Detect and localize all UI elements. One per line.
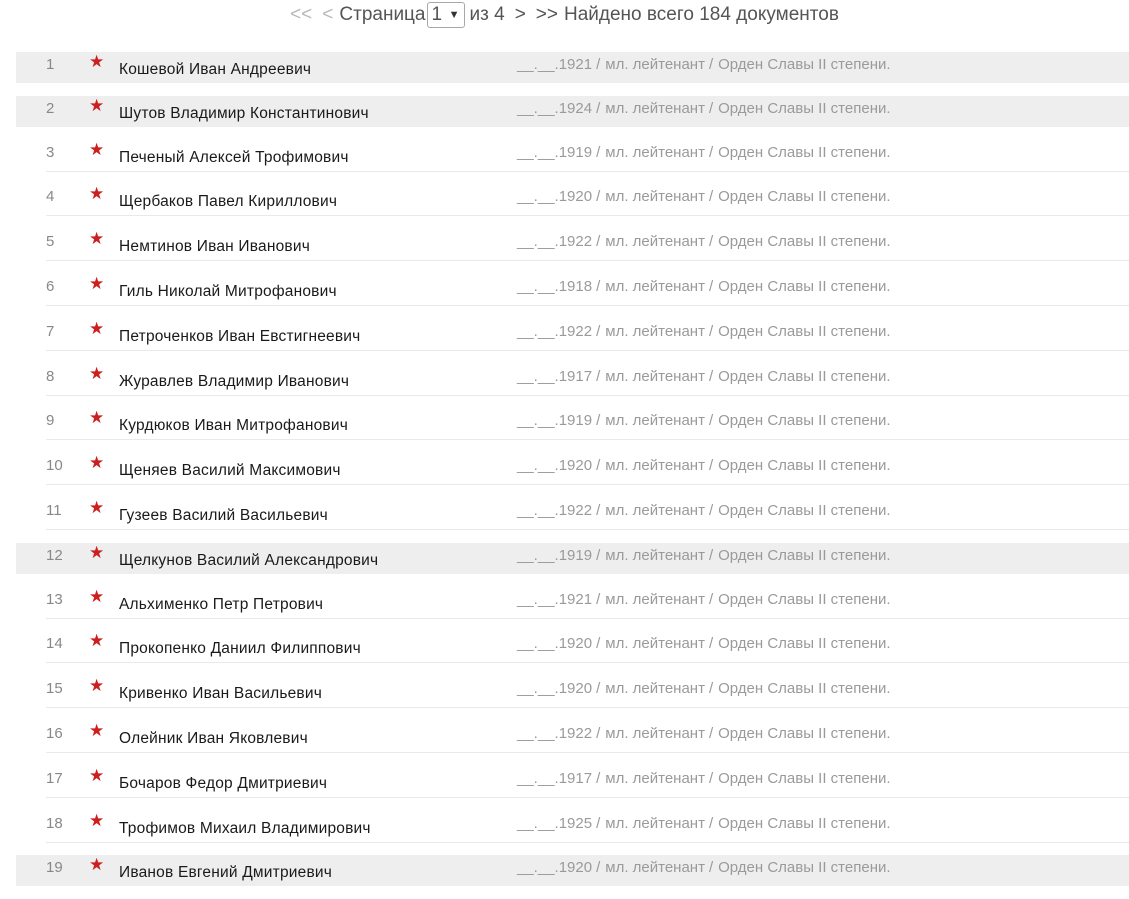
award: Орден Славы II степени. <box>718 277 891 295</box>
award: Орден Славы II степени. <box>718 56 891 73</box>
rank: мл. лейтенант <box>605 322 705 340</box>
row-number: 13 <box>46 590 63 608</box>
birth-date: __.__.1919 <box>517 143 593 161</box>
person-name-link[interactable]: Альхименко Петр Петрович <box>119 595 324 613</box>
person-name-link[interactable]: Кошевой Иван Андреевич <box>119 61 312 78</box>
list-item[interactable] <box>46 319 1129 351</box>
red-star-icon: ★ <box>89 855 105 875</box>
list-item[interactable] <box>46 766 1129 798</box>
red-star-icon: ★ <box>89 52 105 71</box>
record-details: __.__.1918 / мл. лейтенант / Орден Славы II степени. <box>517 277 891 295</box>
chevron-down-icon: ▼ <box>448 9 460 21</box>
award: Орден Славы II степени. <box>718 457 891 475</box>
birth-date: __.__.1920 <box>517 635 593 653</box>
person-name-link[interactable]: Трофимов Михаил Владимирович <box>119 819 371 837</box>
person-name-link[interactable]: Щелкунов Василий Александрович <box>119 551 379 569</box>
rank: мл. лейтенант <box>605 814 705 832</box>
next-page-link[interactable]: > <box>514 4 526 25</box>
award: Орден Славы II степени. <box>718 412 891 430</box>
record-details: __.__.1917 / мл. лейтенант / Орден Славы II степени. <box>517 367 891 385</box>
red-star-icon: ★ <box>89 765 105 785</box>
birth-date: __.__.1917 <box>517 769 593 787</box>
birth-date: __.__.1921 <box>517 590 593 608</box>
red-star-icon: ★ <box>89 586 105 606</box>
person-name-link[interactable]: Олейник Иван Яковлевич <box>119 729 308 747</box>
row-number: 5 <box>46 233 55 251</box>
row-number: 14 <box>46 635 63 653</box>
record-details: __.__.1919 / мл. лейтенант / Орден Славы II степени. <box>517 143 891 161</box>
rank: мл. лейтенант <box>605 56 705 73</box>
record-details: __.__.1920 / мл. лейтенант / Орден Славы II степени. <box>517 457 891 475</box>
list-item[interactable] <box>46 587 1129 619</box>
rank: мл. лейтенант <box>605 188 705 206</box>
record-details: __.__.1919 / мл. лейтенант / Орден Славы II степени. <box>517 412 891 430</box>
award: Орден Славы II степени. <box>718 680 891 698</box>
list-item[interactable] <box>46 408 1129 440</box>
list-item[interactable] <box>46 631 1129 663</box>
person-name-link[interactable]: Печеный Алексей Трофимович <box>119 148 349 166</box>
list-item[interactable] <box>16 855 1129 886</box>
award: Орден Славы II степени. <box>718 367 891 385</box>
record-details: __.__.1917 / мл. лейтенант / Орден Славы II степени. <box>517 769 891 787</box>
person-name-link[interactable]: Иванов Евгений Дмитриевич <box>119 864 333 882</box>
red-star-icon: ★ <box>89 318 105 338</box>
award: Орден Славы II степени. <box>718 769 891 787</box>
row-number: 19 <box>46 859 63 877</box>
row-number: 7 <box>46 322 55 340</box>
list-item[interactable] <box>46 184 1129 216</box>
red-star-icon: ★ <box>89 631 105 651</box>
record-details: __.__.1922 / мл. лейтенант / Орден Славы II степени. <box>517 501 891 519</box>
red-star-icon: ★ <box>89 139 105 159</box>
record-details: __.__.1920 / мл. лейтенант / Орден Славы II степени. <box>517 188 891 206</box>
person-name-link[interactable]: Курдюков Иван Митрофанович <box>119 417 348 435</box>
rank: мл. лейтенант <box>605 635 705 653</box>
record-details: __.__.1921 / мл. лейтенант / Орден Славы II степени. <box>517 590 891 608</box>
person-name-link[interactable]: Прокопенко Даниил Филиппович <box>119 640 361 658</box>
list-item[interactable] <box>16 543 1129 574</box>
birth-date: __.__.1919 <box>517 546 593 564</box>
red-star-icon: ★ <box>89 497 105 517</box>
record-details: __.__.1925 / мл. лейтенант / Орден Славы II степени. <box>517 814 891 832</box>
record-details: __.__.1922 / мл. лейтенант / Орден Славы II степени. <box>517 322 891 340</box>
rank: мл. лейтенант <box>605 501 705 519</box>
birth-date: __.__.1921 <box>517 56 593 73</box>
red-star-icon: ★ <box>89 453 105 473</box>
list-item[interactable] <box>16 96 1129 127</box>
row-number: 10 <box>46 457 63 475</box>
person-name-link[interactable]: Шутов Владимир Константинович <box>119 104 369 122</box>
person-name-link[interactable]: Немтинов Иван Иванович <box>119 238 311 256</box>
row-number: 11 <box>46 501 62 519</box>
pagination-bar <box>0 0 1129 30</box>
birth-date: __.__.1922 <box>517 724 593 742</box>
person-name-link[interactable]: Журавлев Владимир Иванович <box>119 372 350 390</box>
row-number: 12 <box>46 546 63 564</box>
list-item[interactable] <box>46 274 1129 306</box>
row-number: 17 <box>46 769 63 787</box>
rank: мл. лейтенант <box>605 412 705 430</box>
red-star-icon: ★ <box>89 95 105 115</box>
award: Орден Славы II степени. <box>718 501 891 519</box>
rank: мл. лейтенант <box>605 769 705 787</box>
list-item[interactable] <box>46 721 1129 753</box>
award: Орден Славы II степени. <box>718 99 891 117</box>
rank: мл. лейтенант <box>605 143 705 161</box>
results-list <box>0 52 1129 899</box>
birth-date: __.__.1920 <box>517 188 593 206</box>
page-select-value: 1 <box>431 4 443 25</box>
person-name-link[interactable]: Гиль Николай Митрофанович <box>119 282 337 300</box>
award: Орден Славы II степени. <box>718 188 891 206</box>
red-star-icon: ★ <box>89 720 105 740</box>
row-number: 4 <box>46 188 55 206</box>
red-star-icon: ★ <box>89 363 105 383</box>
row-number: 1 <box>46 56 55 73</box>
award: Орден Славы II степени. <box>718 322 891 340</box>
person-name-link[interactable]: Кривенко Иван Васильевич <box>119 685 322 703</box>
list-item[interactable] <box>46 364 1129 396</box>
award: Орден Славы II степени. <box>718 814 891 832</box>
row-number: 16 <box>46 724 63 742</box>
list-item[interactable] <box>46 811 1129 843</box>
red-star-icon: ★ <box>89 229 105 249</box>
birth-date: __.__.1922 <box>517 322 593 340</box>
list-item[interactable] <box>46 140 1129 172</box>
birth-date: __.__.1924 <box>517 99 593 117</box>
person-name-link[interactable]: Гузеев Василий Васильевич <box>119 506 328 524</box>
birth-date: __.__.1918 <box>517 277 593 295</box>
red-star-icon: ★ <box>89 273 105 293</box>
list-item[interactable] <box>46 229 1129 261</box>
rank: мл. лейтенант <box>605 680 705 698</box>
list-item[interactable] <box>46 676 1129 708</box>
row-number: 6 <box>46 277 55 295</box>
list-item[interactable] <box>46 453 1129 485</box>
page-select[interactable] <box>427 2 465 28</box>
rank: мл. лейтенант <box>605 859 705 877</box>
person-name-link[interactable]: Щеняев Василий Максимович <box>119 462 341 480</box>
person-name-link[interactable]: Бочаров Федор Дмитриевич <box>119 774 328 792</box>
red-star-icon: ★ <box>89 408 105 428</box>
record-details: __.__.1919 / мл. лейтенант / Орден Славы II степени. <box>517 546 891 564</box>
list-item[interactable] <box>46 498 1129 530</box>
award: Орден Славы II степени. <box>718 233 891 251</box>
last-page-link[interactable]: >> <box>535 4 558 25</box>
person-name-link[interactable]: Щербаков Павел Кириллович <box>119 193 338 211</box>
record-details: __.__.1924 / мл. лейтенант / Орден Славы II степени. <box>517 99 891 117</box>
rank: мл. лейтенант <box>605 546 705 564</box>
red-star-icon: ★ <box>89 542 105 562</box>
record-details: __.__.1920 / мл. лейтенант / Орден Славы II степени. <box>517 859 891 877</box>
birth-date: __.__.1917 <box>517 367 593 385</box>
award: Орден Славы II степени. <box>718 546 891 564</box>
row-number: 3 <box>46 143 55 161</box>
row-number: 9 <box>46 412 55 430</box>
birth-date: __.__.1922 <box>517 501 593 519</box>
record-details: __.__.1921 / мл. лейтенант / Орден Славы II степени. <box>517 56 891 73</box>
rank: мл. лейтенант <box>605 277 705 295</box>
person-name-link[interactable]: Петроченков Иван Евстигнеевич <box>119 327 361 345</box>
rank: мл. лейтенант <box>605 233 705 251</box>
page-count-label: из 4 <box>469 4 505 25</box>
birth-date: __.__.1920 <box>517 457 593 475</box>
rank: мл. лейтенант <box>605 367 705 385</box>
rank: мл. лейтенант <box>605 457 705 475</box>
row-number: 18 <box>46 814 63 832</box>
red-star-icon: ★ <box>89 184 105 204</box>
birth-date: __.__.1922 <box>517 233 593 251</box>
record-details: __.__.1920 / мл. лейтенант / Орден Славы II степени. <box>517 635 891 653</box>
row-number: 2 <box>46 99 55 117</box>
birth-date: __.__.1919 <box>517 412 593 430</box>
award: Орден Славы II степени. <box>718 859 891 877</box>
award: Орден Славы II степени. <box>718 143 891 161</box>
row-number: 15 <box>46 680 63 698</box>
birth-date: __.__.1920 <box>517 680 593 698</box>
total-found-label: Найдено всего 184 документов <box>564 4 839 25</box>
page-label: Страница <box>339 4 426 25</box>
award: Орден Славы II степени. <box>718 590 891 608</box>
red-star-icon: ★ <box>89 676 105 696</box>
prev-page-link[interactable]: < <box>322 4 334 25</box>
record-details: __.__.1922 / мл. лейтенант / Орден Славы II степени. <box>517 724 891 742</box>
first-page-link[interactable]: << <box>290 4 313 25</box>
red-star-icon: ★ <box>89 810 105 830</box>
rank: мл. лейтенант <box>605 724 705 742</box>
birth-date: __.__.1925 <box>517 814 593 832</box>
award: Орден Славы II степени. <box>718 724 891 742</box>
row-number: 8 <box>46 367 55 385</box>
record-details: __.__.1922 / мл. лейтенант / Орден Славы II степени. <box>517 233 891 251</box>
rank: мл. лейтенант <box>605 99 705 117</box>
rank: мл. лейтенант <box>605 590 705 608</box>
record-details: __.__.1920 / мл. лейтенант / Орден Славы II степени. <box>517 680 891 698</box>
list-item[interactable] <box>16 52 1129 83</box>
award: Орден Славы II степени. <box>718 635 891 653</box>
birth-date: __.__.1920 <box>517 859 593 877</box>
